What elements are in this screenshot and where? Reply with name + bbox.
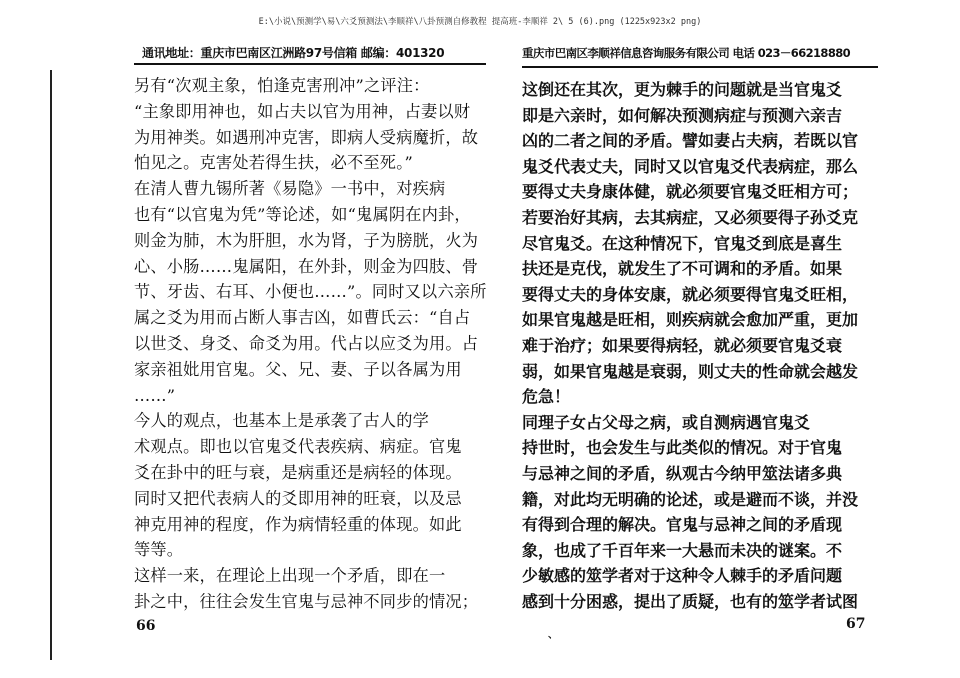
- left-page-text-line: 今人的观点，也基本上是承袭了古人的学: [134, 411, 429, 431]
- right-page-text-line: 弱，如果官鬼越是衰弱，则丈夫的性命就会越发: [522, 361, 859, 381]
- right-page-text-line: 这倒还在其次，更为棘手的问题就是当官鬼爻: [522, 80, 843, 99]
- left-page-text-line: 术观点。即也以官鬼爻代表疾病、病症。官鬼: [134, 437, 462, 457]
- left-page-text-line: 神克用神的程度，作为病情轻重的体现。如此: [134, 514, 462, 534]
- right-page-text-line: 感到十分困惑，提出了质疑，也有的筮学者试图: [522, 592, 859, 611]
- right-page-text-line: 少敏感的筮学者对于这种令人棘手的矛盾问题: [522, 566, 843, 586]
- left-page-text-line: 这样一来，在理论上出现一个矛盾，即在一: [134, 566, 446, 586]
- right-page-text-line: 要得丈夫身康体健，就必须要官鬼爻旺相方可；: [522, 182, 859, 202]
- left-page-text-line: 心、小肠……鬼属阳，在外卦，则金为四肢、骨: [134, 256, 479, 276]
- right-page-text-line: 鬼爻代表丈夫，同时又以官鬼爻代表病症，那么: [522, 156, 859, 176]
- left-header-rule: [134, 63, 486, 65]
- left-page-text-line: 另有“次观主象，怕逢克害刑冲”之评注：: [134, 76, 430, 95]
- right-page-text-line: 若要治好其病，去其病症，又必须要得子孙爻克: [522, 208, 859, 227]
- right-page-number: 67: [846, 616, 866, 632]
- left-page-text-line: 以世爻、身爻、命爻为用。代占以应爻为用。占: [134, 334, 479, 353]
- right-page-text-line: 籍，对此均无明确的论述，或是避而不谈，并没: [522, 489, 859, 509]
- left-page-text-line: 卦之中，往往会发生官鬼与忌神不同步的情况；: [134, 592, 479, 611]
- right-page-text-line: 扶还是克伐，就发生了不可调和的矛盾。如果: [522, 259, 843, 279]
- right-page-header: 重庆市巴南区李顺祥信息咨询服务有限公司 电话 023－66218880: [522, 46, 851, 60]
- window-title: E:\小说\预测学\易\六爻预测法\李顺祥\八卦预测自修教程 提高班-李顺祥 2\ 5 (6).png (1225x923x2 png): [258, 17, 702, 27]
- right-page-text-line: 尽官鬼爻。在这种情况下，官鬼爻到底是喜生: [522, 233, 843, 253]
- left-page-text-line: ……”: [134, 385, 176, 405]
- left-page-text-line: “主象即用神也，如占夫以官为用神，占妻以财: [134, 101, 471, 121]
- right-page-text-line: 如果官鬼越是旺相，则疾病就会愈加严重，更加: [522, 310, 859, 330]
- right-page-text-line: 难于治疗；如果要得病轻，就必须要官鬼爻衰: [522, 336, 843, 355]
- left-page-text-line: 怕见之。克害处若得生扶，必不至死。”: [134, 153, 413, 173]
- left-page-text-line: 等等。: [134, 540, 184, 560]
- left-page-text-line: 为用神类。如遇刑冲克害，即病人受病魔折，故: [134, 127, 479, 147]
- right-page-text-line: 危急！: [522, 387, 571, 407]
- right-page-text-line: 有得到合理的解决。官鬼与忌神之间的矛盾现: [522, 515, 843, 535]
- right-page-text-line: 同理子女占父母之病，或自测病遇官鬼爻: [522, 412, 811, 432]
- left-page-text-line: 也有“以官鬼为凭”等论述，如“鬼属阴在内卦，: [134, 205, 471, 224]
- right-page-text-line: 象，也成了千百年来一大悬而未决的谜案。不: [522, 540, 843, 560]
- right-page-text-line: 凶的二者之间的矛盾。譬如妻占夫病，若既以官: [522, 131, 859, 151]
- left-page-number: 66: [136, 618, 156, 634]
- left-page-text-line: 同时又把代表病人的爻即用神的旺衰，以及忌: [134, 488, 462, 508]
- right-page-text-line: 要得丈夫的身体安康，就必须要得官鬼爻旺相，: [522, 284, 859, 304]
- left-page-text-line: 则金为肺，木为肝胆，水为肾，子为膀胱，火为: [134, 230, 479, 250]
- right-header-rule: [522, 66, 878, 68]
- left-page-text-line: 在清人曹九锡所著《易隐》一书中，对疾病: [134, 179, 446, 199]
- binding-edge-line: [50, 70, 52, 660]
- left-page-header: 通讯地址：重庆市巴南区江洲路97号信箱 邮编：401320: [142, 46, 445, 60]
- right-page-text-line: 即是六亲时，如何解决预测病症与预测六亲吉: [522, 105, 843, 125]
- left-page-text-line: 属之爻为用而占断人事吉凶，如曹氏云：“自占: [134, 308, 471, 328]
- left-page-text-line: 爻在卦中的旺与衰，是病重还是病轻的体现。: [134, 463, 462, 482]
- scan-mark: 、: [548, 630, 558, 641]
- right-page-text-line: 持世时，也会发生与此类似的情况。对于官鬼: [522, 438, 843, 458]
- left-page-text-line: 家亲祖妣用官鬼。父、兄、妻、子以各属为用: [134, 359, 462, 379]
- left-page-text-line: 节、牙齿、右耳、小便也……”。同时又以六亲所: [134, 282, 487, 302]
- right-page-text-line: 与忌神之间的矛盾，纵观古今纳甲筮法诸多典: [522, 464, 843, 483]
